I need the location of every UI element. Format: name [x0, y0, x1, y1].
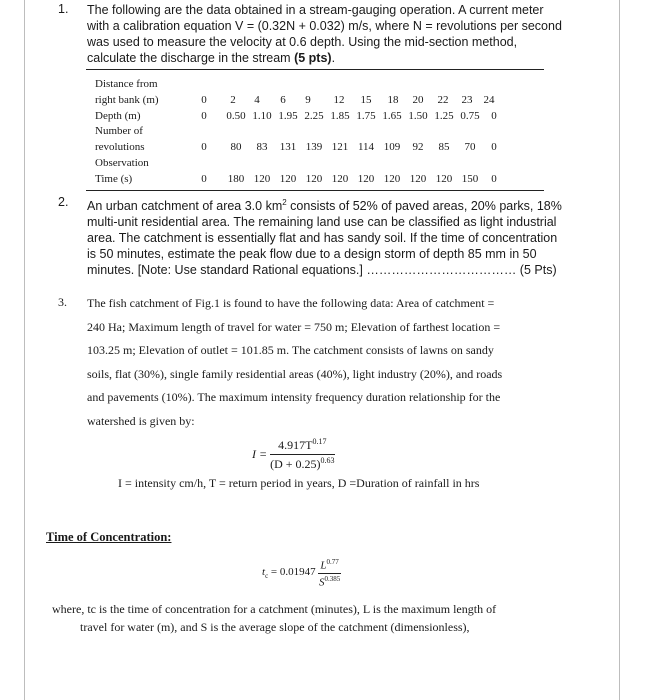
- q3-line: soils, flat (30%), single family residential areas (40%), light industry (20%), and roads: [87, 366, 503, 381]
- table-cell: 120: [305, 173, 323, 185]
- table-cell: 80: [230, 141, 242, 153]
- toc-heading: Time of Concentration:: [46, 530, 172, 544]
- idf-numerator: $4.917T^{0.17}$: [270, 437, 334, 455]
- row-label-time-1: Observation: [95, 157, 149, 169]
- table-cell: 0: [201, 141, 207, 153]
- table-cell: 83: [256, 141, 268, 153]
- table-cell: 131: [279, 141, 297, 153]
- table-cell: 0: [491, 110, 497, 122]
- q3-line: watershed is given by:: [87, 413, 195, 428]
- q2-line: area. The catchment is essentially flat and has sandy soil. If the time of concentration: [87, 231, 558, 246]
- q1-line: calculate the discharge in the stream (5 pts).: [87, 51, 336, 65]
- q2-line: is 50 minutes, estimate the peak flow due to a design storm of depth 85 mm in 50: [87, 247, 537, 262]
- toc-lhs: $t_c = 0.01947$: [262, 566, 316, 581]
- table-cell: 70: [464, 141, 476, 153]
- q3-line: 240 Ha; Maximum length of travel for water = 750 m; Elevation of farthest location =: [87, 319, 501, 334]
- toc-numerator: $L^{0.77}$: [320, 558, 339, 572]
- row-label-time-2: Time (s): [95, 173, 133, 185]
- table-cell: 2: [230, 94, 236, 106]
- toc-fraction: [318, 558, 340, 588]
- table-cell: 120: [383, 173, 401, 185]
- question-2-number: 2.: [58, 195, 69, 209]
- table-cell: 114: [357, 141, 375, 153]
- table-cell: 120: [253, 173, 271, 185]
- toc-where-line-2: travel for water (m), and S is the average slope of the catchment (dimensionless),: [80, 620, 470, 634]
- table-cell: 120: [279, 173, 297, 185]
- toc-where-line-1: where, tc is the time of concentration for a catchment (minutes), L is the maximum length of: [52, 602, 497, 616]
- table-cell: 0.50: [226, 110, 246, 122]
- table-cell: 180: [227, 173, 245, 185]
- table-cell: 1.25: [434, 110, 454, 122]
- table-cell: 139: [305, 141, 323, 153]
- table-cell: 0.75: [460, 110, 480, 122]
- q3-line: and pavements (10%). The maximum intensity frequency duration relationship for the: [87, 390, 501, 404]
- table-cell: 120: [357, 173, 375, 185]
- idf-definition: I = intensity cm/h, T = return period in years, D =Duration of rainfall in hrs: [118, 476, 480, 490]
- table-cell: 2.25: [304, 110, 324, 122]
- table-cell: 121: [331, 141, 349, 153]
- table-cell: 0: [491, 173, 497, 185]
- q2-line: multi-unit residential area. The remaining land use can be classified as light industrial: [87, 215, 557, 230]
- table-cell: 92: [412, 141, 424, 153]
- idf-fraction: [270, 437, 334, 472]
- table-cell: 120: [409, 173, 427, 185]
- idf-lhs: I =: [252, 447, 268, 461]
- table-cell: 109: [383, 141, 401, 153]
- table-cell: 0: [491, 141, 497, 153]
- q1-line: with a calibration equation V = (0.32N + 0.032) m/s, where N = revolutions per second: [87, 19, 562, 33]
- table-cell: 85: [438, 141, 450, 153]
- toc-denominator: $S^{0.385}$: [318, 574, 341, 589]
- row-label-depth: Depth (m): [95, 110, 141, 122]
- table-cell: 24: [483, 94, 495, 106]
- table-bottom-rule: [86, 190, 544, 191]
- table-cell: 150: [461, 173, 479, 185]
- question-1-number: 1.: [58, 2, 69, 16]
- row-label-distance-1: Distance from: [95, 78, 158, 90]
- table-cell: 23: [461, 94, 473, 106]
- q1-points: (5 pts): [294, 51, 332, 65]
- table-cell: 18: [387, 94, 399, 106]
- question-2: [58, 195, 618, 278]
- question-1-text: [87, 2, 618, 66]
- table-cell: 15: [360, 94, 372, 106]
- row-label-revolutions-1: Number of: [95, 125, 143, 137]
- left-page-border: [24, 0, 25, 700]
- table-cell: 20: [412, 94, 424, 106]
- table-cell: 6: [280, 94, 286, 106]
- question-3-text: [87, 292, 618, 433]
- table-cell: 120: [331, 173, 349, 185]
- table-cell: 1.65: [382, 110, 402, 122]
- table-cell: 0: [201, 94, 207, 106]
- question-3-number: 3.: [58, 295, 67, 309]
- q1-line: was used to measure the velocity at 0.6 depth. Using the mid-section method,: [87, 35, 518, 49]
- table-cell: 22: [437, 94, 449, 106]
- table-cell: 1.75: [356, 110, 376, 122]
- idf-denominator: $(D + 0.25)^{0.63}$: [270, 456, 335, 471]
- table-cell: 12: [333, 94, 345, 106]
- right-page-border: [619, 0, 620, 700]
- q1-line: The following are the data obtained in a stream-gauging operation. A current meter: [87, 3, 544, 17]
- table-cell: 1.85: [330, 110, 350, 122]
- table-cell: 120: [435, 173, 453, 185]
- table-top-rule: [86, 69, 544, 70]
- question-3: [58, 292, 618, 433]
- table-cell: 0: [201, 110, 207, 122]
- q3-line: 103.25 m; Elevation of outlet = 101.85 m. The catchment consists of lawns on sandy: [87, 343, 494, 357]
- row-label-distance-2: right bank (m): [95, 94, 159, 106]
- q2-line: An urban catchment of area 3.0 $km^2$ consists of 52% of paved areas, 20% parks, 18%: [87, 198, 562, 214]
- table-cell: 1.10: [252, 110, 272, 122]
- question-1: [58, 2, 618, 66]
- table-cell: 0: [201, 173, 207, 185]
- toc-formula: [262, 558, 341, 588]
- question-2-text: [87, 195, 618, 278]
- table-cell: 1.95: [278, 110, 298, 122]
- table-cell: 4: [254, 94, 260, 106]
- q3-line: The fish catchment of Fig.1 is found to have the following data: Area of catchment =: [87, 296, 495, 310]
- idf-formula: [252, 437, 335, 472]
- table-cell: 1.50: [408, 110, 428, 122]
- table-cell: 9: [305, 94, 311, 106]
- row-label-revolutions-2: revolutions: [95, 141, 145, 153]
- q2-line: minutes. [Note: Use standard Rational equations.] ……………………………… (5 Pts): [87, 263, 557, 278]
